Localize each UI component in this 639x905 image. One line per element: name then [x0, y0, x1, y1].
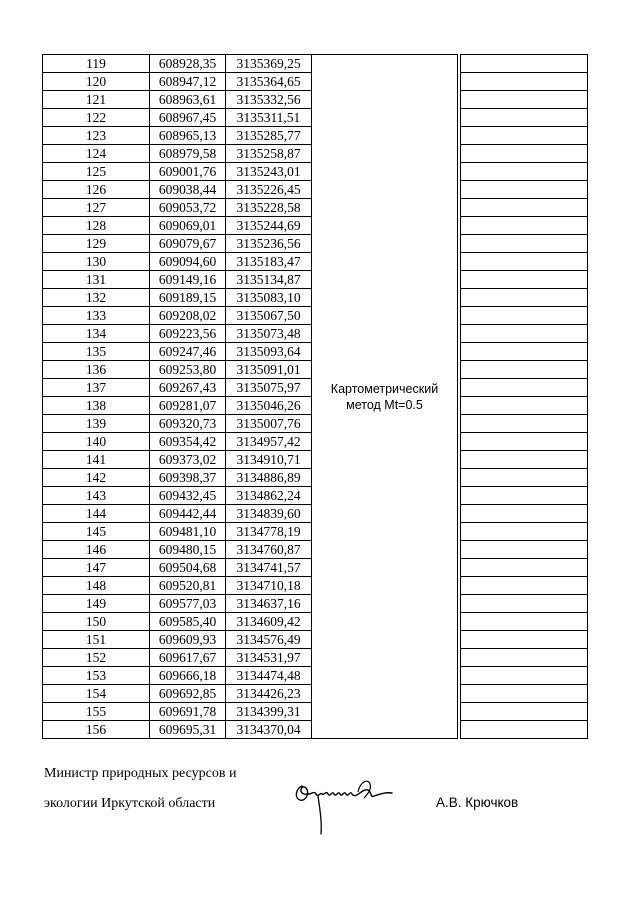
- method-cell: Картометрический метод Mt=0.5: [312, 55, 458, 739]
- y-coordinate-cell: 3134710,18: [226, 577, 312, 595]
- y-coordinate-cell: 3135134,87: [226, 271, 312, 289]
- empty-cell: [461, 253, 588, 271]
- empty-cell: [461, 73, 588, 91]
- point-number-cell: 147: [43, 559, 150, 577]
- x-coordinate-cell: 609094,60: [150, 253, 226, 271]
- x-coordinate-cell: 609504,68: [150, 559, 226, 577]
- empty-cell: [461, 469, 588, 487]
- point-number-cell: 122: [43, 109, 150, 127]
- point-number-cell: 156: [43, 721, 150, 739]
- signature-title-line-1: Министр природных ресурсов и: [44, 766, 237, 781]
- empty-cell: [461, 415, 588, 433]
- y-coordinate-cell: 3134426,23: [226, 685, 312, 703]
- x-coordinate-cell: 609079,67: [150, 235, 226, 253]
- empty-cell: [461, 379, 588, 397]
- x-coordinate-cell: 609617,67: [150, 649, 226, 667]
- y-coordinate-cell: 3134576,49: [226, 631, 312, 649]
- x-coordinate-cell: 609577,03: [150, 595, 226, 613]
- x-coordinate-cell: 609373,02: [150, 451, 226, 469]
- y-coordinate-cell: 3134910,71: [226, 451, 312, 469]
- empty-cell: [461, 613, 588, 631]
- y-coordinate-cell: 3134741,57: [226, 559, 312, 577]
- x-coordinate-cell: 608967,45: [150, 109, 226, 127]
- empty-cell: [461, 685, 588, 703]
- y-coordinate-cell: 3135244,69: [226, 217, 312, 235]
- point-number-cell: 137: [43, 379, 150, 397]
- point-number-cell: 148: [43, 577, 150, 595]
- y-coordinate-cell: 3135091,01: [226, 361, 312, 379]
- x-coordinate-cell: 609208,02: [150, 307, 226, 325]
- y-coordinate-cell: 3135369,25: [226, 55, 312, 73]
- x-coordinate-cell: 608963,61: [150, 91, 226, 109]
- y-coordinate-cell: 3135183,47: [226, 253, 312, 271]
- empty-cell: [461, 595, 588, 613]
- empty-cell: [461, 181, 588, 199]
- empty-cell: [461, 703, 588, 721]
- x-coordinate-cell: 609666,18: [150, 667, 226, 685]
- point-number-cell: 143: [43, 487, 150, 505]
- x-coordinate-cell: 609442,44: [150, 505, 226, 523]
- x-coordinate-cell: 609189,15: [150, 289, 226, 307]
- point-number-cell: 126: [43, 181, 150, 199]
- coordinates-table: [42, 54, 588, 739]
- point-number-cell: 120: [43, 73, 150, 91]
- empty-cell: [461, 541, 588, 559]
- point-number-cell: 124: [43, 145, 150, 163]
- empty-cell: [461, 199, 588, 217]
- point-number-cell: 135: [43, 343, 150, 361]
- y-coordinate-cell: 3134531,97: [226, 649, 312, 667]
- y-coordinate-cell: 3134760,87: [226, 541, 312, 559]
- point-number-cell: 132: [43, 289, 150, 307]
- x-coordinate-cell: 608979,58: [150, 145, 226, 163]
- point-number-cell: 134: [43, 325, 150, 343]
- point-number-cell: 151: [43, 631, 150, 649]
- y-coordinate-cell: 3134370,04: [226, 721, 312, 739]
- y-coordinate-cell: 3134862,24: [226, 487, 312, 505]
- empty-cell: [461, 91, 588, 109]
- x-coordinate-cell: 609001,76: [150, 163, 226, 181]
- point-number-cell: 127: [43, 199, 150, 217]
- signature-title-line-2: экологии Иркутской области: [44, 796, 216, 811]
- point-number-cell: 139: [43, 415, 150, 433]
- empty-cell: [461, 127, 588, 145]
- point-number-cell: 128: [43, 217, 150, 235]
- y-coordinate-cell: 3135285,77: [226, 127, 312, 145]
- point-number-cell: 123: [43, 127, 150, 145]
- point-number-cell: 142: [43, 469, 150, 487]
- x-coordinate-cell: 609320,73: [150, 415, 226, 433]
- empty-cell: [461, 307, 588, 325]
- x-coordinate-cell: 609609,93: [150, 631, 226, 649]
- point-number-cell: 153: [43, 667, 150, 685]
- empty-cell: [461, 361, 588, 379]
- x-coordinate-cell: 609398,37: [150, 469, 226, 487]
- x-coordinate-cell: 609354,42: [150, 433, 226, 451]
- empty-cell: [461, 163, 588, 181]
- empty-cell: [461, 721, 588, 739]
- empty-cell: [461, 523, 588, 541]
- y-coordinate-cell: 3135007,76: [226, 415, 312, 433]
- point-number-cell: 150: [43, 613, 150, 631]
- point-number-cell: 130: [43, 253, 150, 271]
- empty-cell: [461, 631, 588, 649]
- y-coordinate-cell: 3134399,31: [226, 703, 312, 721]
- x-coordinate-cell: 609281,07: [150, 397, 226, 415]
- y-coordinate-cell: 3135226,45: [226, 181, 312, 199]
- x-coordinate-cell: 609247,46: [150, 343, 226, 361]
- point-number-cell: 131: [43, 271, 150, 289]
- x-coordinate-cell: 609223,56: [150, 325, 226, 343]
- y-coordinate-cell: 3135075,97: [226, 379, 312, 397]
- y-coordinate-cell: 3135364,65: [226, 73, 312, 91]
- point-number-cell: 144: [43, 505, 150, 523]
- empty-cell: [461, 649, 588, 667]
- y-coordinate-cell: 3135073,48: [226, 325, 312, 343]
- empty-cell: [461, 433, 588, 451]
- empty-cell: [461, 505, 588, 523]
- x-coordinate-cell: 609692,85: [150, 685, 226, 703]
- point-number-cell: 145: [43, 523, 150, 541]
- empty-cell: [461, 271, 588, 289]
- x-coordinate-cell: 609267,43: [150, 379, 226, 397]
- minister-name: А.В. Крючков: [436, 795, 519, 810]
- point-number-cell: 149: [43, 595, 150, 613]
- empty-cell: [461, 451, 588, 469]
- point-number-cell: 155: [43, 703, 150, 721]
- point-number-cell: 119: [43, 55, 150, 73]
- y-coordinate-cell: 3134637,16: [226, 595, 312, 613]
- y-coordinate-cell: 3135067,50: [226, 307, 312, 325]
- empty-cell: [461, 343, 588, 361]
- empty-cell: [461, 325, 588, 343]
- empty-cell: [461, 217, 588, 235]
- x-coordinate-cell: 609432,45: [150, 487, 226, 505]
- point-number-cell: 129: [43, 235, 150, 253]
- empty-cell: [461, 235, 588, 253]
- empty-cell: [461, 559, 588, 577]
- y-coordinate-cell: 3135258,87: [226, 145, 312, 163]
- x-coordinate-cell: 608965,13: [150, 127, 226, 145]
- x-coordinate-cell: 609481,10: [150, 523, 226, 541]
- x-coordinate-cell: 609691,78: [150, 703, 226, 721]
- x-coordinate-cell: 609038,44: [150, 181, 226, 199]
- point-number-cell: 133: [43, 307, 150, 325]
- y-coordinate-cell: 3135332,56: [226, 91, 312, 109]
- y-coordinate-cell: 3134839,60: [226, 505, 312, 523]
- point-number-cell: 138: [43, 397, 150, 415]
- x-coordinate-cell: 609480,15: [150, 541, 226, 559]
- x-coordinate-cell: 609520,81: [150, 577, 226, 595]
- empty-cell: [461, 577, 588, 595]
- x-coordinate-cell: 609069,01: [150, 217, 226, 235]
- x-coordinate-cell: 609149,16: [150, 271, 226, 289]
- y-coordinate-cell: 3135046,26: [226, 397, 312, 415]
- x-coordinate-cell: 609253,80: [150, 361, 226, 379]
- y-coordinate-cell: 3134957,42: [226, 433, 312, 451]
- x-coordinate-cell: 608947,12: [150, 73, 226, 91]
- handwritten-signature-icon: [288, 770, 398, 840]
- empty-cell: [461, 109, 588, 127]
- y-coordinate-cell: 3135243,01: [226, 163, 312, 181]
- table-row: [43, 55, 588, 73]
- y-coordinate-cell: 3134886,89: [226, 469, 312, 487]
- x-coordinate-cell: 609053,72: [150, 199, 226, 217]
- point-number-cell: 125: [43, 163, 150, 181]
- y-coordinate-cell: 3134474,48: [226, 667, 312, 685]
- coordinates-table-body: [43, 55, 588, 739]
- empty-cell: [461, 487, 588, 505]
- y-coordinate-cell: 3135093,64: [226, 343, 312, 361]
- point-number-cell: 154: [43, 685, 150, 703]
- point-number-cell: 146: [43, 541, 150, 559]
- empty-cell: [461, 397, 588, 415]
- empty-cell: [461, 667, 588, 685]
- point-number-cell: 141: [43, 451, 150, 469]
- empty-cell: [461, 55, 588, 73]
- y-coordinate-cell: 3135311,51: [226, 109, 312, 127]
- point-number-cell: 136: [43, 361, 150, 379]
- empty-cell: [461, 289, 588, 307]
- x-coordinate-cell: 609585,40: [150, 613, 226, 631]
- point-number-cell: 121: [43, 91, 150, 109]
- x-coordinate-cell: 609695,31: [150, 721, 226, 739]
- y-coordinate-cell: 3134609,42: [226, 613, 312, 631]
- x-coordinate-cell: 608928,35: [150, 55, 226, 73]
- y-coordinate-cell: 3135228,58: [226, 199, 312, 217]
- empty-cell: [461, 145, 588, 163]
- y-coordinate-cell: 3134778,19: [226, 523, 312, 541]
- y-coordinate-cell: 3135083,10: [226, 289, 312, 307]
- point-number-cell: 140: [43, 433, 150, 451]
- y-coordinate-cell: 3135236,56: [226, 235, 312, 253]
- point-number-cell: 152: [43, 649, 150, 667]
